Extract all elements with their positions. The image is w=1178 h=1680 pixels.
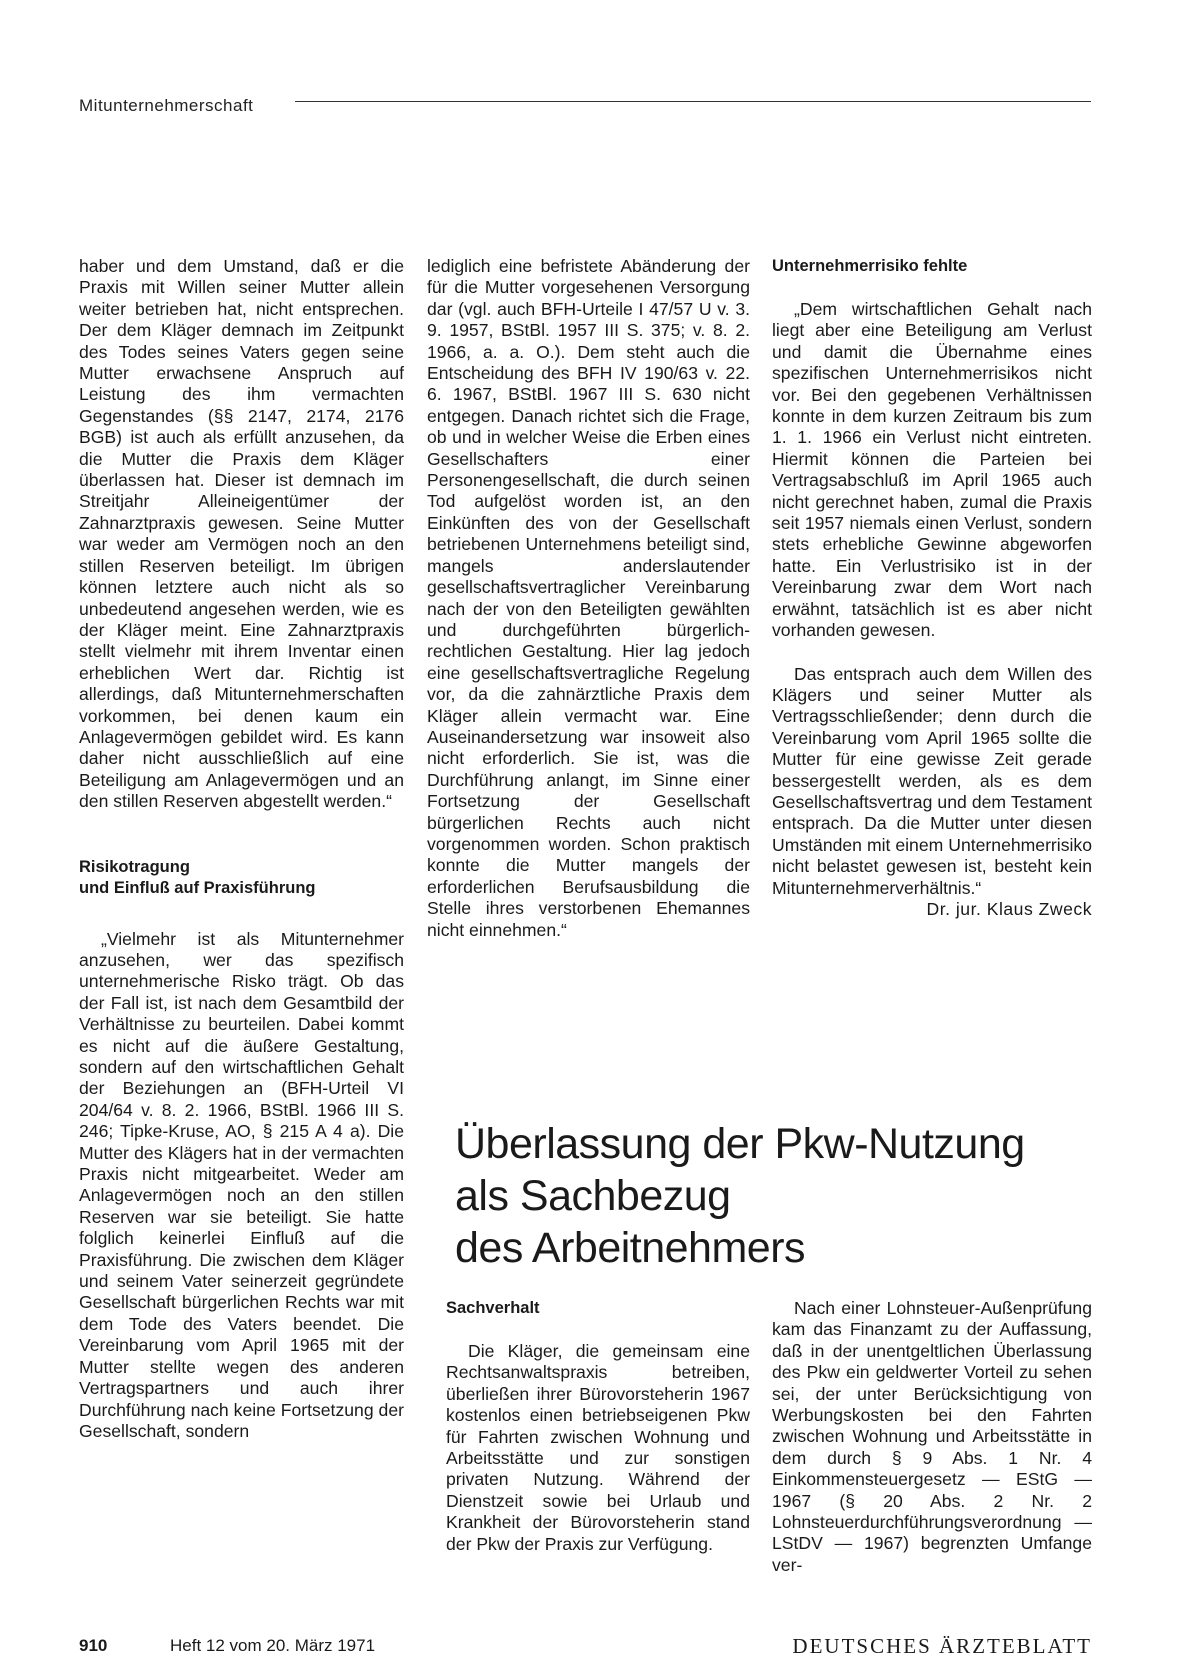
title-line: Überlassung der Pkw-Nutzung <box>455 1120 1025 1168</box>
section-heading <box>79 857 404 899</box>
paragraph: „Dem wirtschaftlichen Gehalt nach liegt aber eine Beteiligung am Verlust und damit die Übernahme eines spezifischen Unternehmerrisikos nicht vor. Bei den gegebenen Verhältnissen konnte in dem kurzen Zeitraum bis zum 1. 1. 1966 ein Verlust nicht eintreten. Hiermit können die Parteien bei Vertragsabschluß im April 1965 auch nicht gerechnet haben, zumal die Praxis seit 1957 niemals einen Verlust, sondern stets erhebliche Gewinne abgeworfen hatte. Ein Verlustrisiko ist in der Vereinbarung zwar dem Wort nach erwähnt, tatsächlich ist es aber nicht vorhanden gewesen. <box>772 299 1092 641</box>
title-line: des Arbeitnehmers <box>455 1224 806 1272</box>
running-head: Mitunternehmerschaft <box>79 96 254 115</box>
article2-column-2 <box>772 1298 1092 1576</box>
article2-column-1 <box>446 1298 750 1555</box>
author-signature: Dr. jur. Klaus Zweck <box>926 898 1092 919</box>
issue-info: Heft 12 vom 20. März 1971 <box>170 1636 376 1655</box>
title-line: als Sachbezug <box>455 1172 731 1220</box>
heading-line: Risikotragung <box>79 857 190 876</box>
paragraph: Das entsprach auch dem Willen des Klägers und seiner Mutter als Vertragsschließender; denn durch die Vereinbarung vom April 1965 sollte die Mutter für eine gewisse Zeit gerade bessergestellt werden, als es dem Gesellschaftsvertrag und dem Testament entsprach. Da die Mutter unter diesen Umständen mit einem Unternehmerrisiko nicht belastet gewesen ist, besteht kein Mitunternehmerverhältnis.“ <box>772 663 1092 898</box>
paragraph: Die Kläger, die gemeinsam eine Rechtsanwaltspraxis betreiben, überließen ihrer Bürovorsteherin 1967 kostenlos einen betriebseigenen Pkw für Fahrten zwischen Wohnung und Arbeitsstätte und zur sonstigen privaten Nutzung. Während der Dienstzeit sowie bei Urlaub und Krankheit der Bürovorsteherin stand der Pkw der Praxis zur Verfügung. <box>446 1341 750 1554</box>
paragraph: „Vielmehr ist als Mitunternehmer anzusehen, wer das spezifisch unternehmerische Risko trägt. Ob das der Fall ist, ist nach dem Gesamtbild der Verhältnisse zu beurteilen. Dabei kommt es nicht auf die äußere Gestaltung, sondern auf den wirtschaftlichen Gehalt der Beziehungen an (BFH-Urteil VI 204/64 v. 8. 2. 1966, BStBl. 1966 III S. 246; Tipke-Kruse, AO, § 215 A 4 a). Die Mutter des Klägers hat in der vermachten Praxis nicht mitgearbeitet. Weder am Anlagevermögen noch an den stillen Reserven war sie beteiligt. Sie hatte folglich keinerlei Einfluß auf die Praxisführung. Die zwischen dem Kläger und seinem Vater seinerzeit gegründete Gesellschaft bürgerlichen Rechts war mit dem Tode des Vaters beendet. Die Vereinbarung vom April 1965 mit der Mutter stellte wegen des anderen Vertragspartners und auch ihrer Durchführung nach keine Fortsetzung der Gesellschaft, sondern <box>79 928 404 1441</box>
journal-name: DEUTSCHES ÄRZTEBLATT <box>792 1634 1092 1658</box>
column-1 <box>79 256 404 1442</box>
paragraph: haber und dem Umstand, daß er die Praxis mit Willen seiner Mutter allein weiter betrieben hat, nicht entsprechen. Der dem Kläger demnach im Zeitpunkt des Todes seines Vaters gegen seine Mutter erwachsene Anspruch auf Leistung des ihm vermachten Gegenstandes (§§ 2147, 2174, 2176 BGB) ist auch als erfüllt anzusehen, da die Mutter die Praxis dem Kläger überlassen hat. Dieser ist demnach im Streitjahr Alleineigentümer der Zahnarztpraxis gewesen. Seine Mutter war weder am Vermögen noch an den stillen Reserven beteiligt. Im übrigen können letztere auch nicht als so unbedeutend angesehen werden, wie es der Kläger meint. Eine Zahnarztpraxis stellt vielmehr mit ihrem Inventar einen erheblichen Wert dar. Richtig ist allerdings, daß Mitunternehmerschaften vorkommen, bei denen kaum ein Anlagevermögen gebildet wird. Es kann daher nicht ausschließlich auf eine Beteiligung am Anlagevermögen und an den stillen Reserven abgestellt werden.“ <box>79 256 404 812</box>
heading-line: und Einfluß auf Praxisführung <box>79 878 316 897</box>
column-3 <box>772 256 1092 920</box>
article-title <box>455 1118 1115 1274</box>
header-rule <box>295 101 1091 102</box>
column-2 <box>427 256 750 941</box>
paragraph: Nach einer Lohnsteuer-Außenprüfung kam das Finanzamt zu der Auffassung, daß in der unentgeltlichen Überlassung des Pkw ein geldwerter Vorteil zu sehen sei, der unter Berücksichtigung von Werbungskosten bei den Fahrten zwischen Wohnung und Arbeitsstätte in dem durch § 9 Abs. 1 Nr. 4 Einkommensteuergesetz — EStG — 1967 (§ 20 Abs. 2 Nr. 2 Lohnsteuerdurchführungsverordnung — LStDV — 1967) begrenzten Umfange ver- <box>772 1298 1092 1575</box>
section-heading: Sachverhalt <box>446 1299 540 1317</box>
section-heading: Unternehmerrisiko fehlte <box>772 257 968 275</box>
paragraph: lediglich eine befristete Abänderung der für die Mutter vorgesehenen Versorgung dar (vgl. auch BFH-Urteile I 47/57 U v. 3. 9. 1957, BStBl. 1957 III S. 375; v. 8. 2. 1966, a. a. O.). Dem steht auch die Entscheidung des BFH IV 190/63 v. 22. 6. 1967, BStBl. 1967 III S. 630 nicht entgegen. Danach richtet sich die Frage, ob und in welcher Weise die Erben eines Gesellschafters einer Personengesellschaft, die durch seinen Tod aufgelöst worden ist, an den Einkünften des von der Gesellschaft betriebenen Unternehmens beteiligt sind, mangels anderslautender gesellschaftsvertraglicher Vereinbarung nach der von den Beteiligten gewählten und durchgeführten bürgerlich-rechtlichen Gestaltung. Hier lag jedoch eine gesellschaftsvertragliche Regelung vor, da die zahnärztliche Praxis dem Kläger allein vermacht war. Eine Auseinandersetzung war insoweit also nicht erforderlich. Sie ist, was die Durchführung anlangt, im Sinne einer Fortsetzung der Gesellschaft bürgerlichen Rechts auch nicht vorgenommen worden. Schon praktisch konnte die Mutter mangels der erforderlichen Berufsausbildung die Stelle ihres verstorbenen Ehemannes nicht einnehmen.“ <box>427 256 750 940</box>
page-number: 910 <box>79 1636 108 1655</box>
